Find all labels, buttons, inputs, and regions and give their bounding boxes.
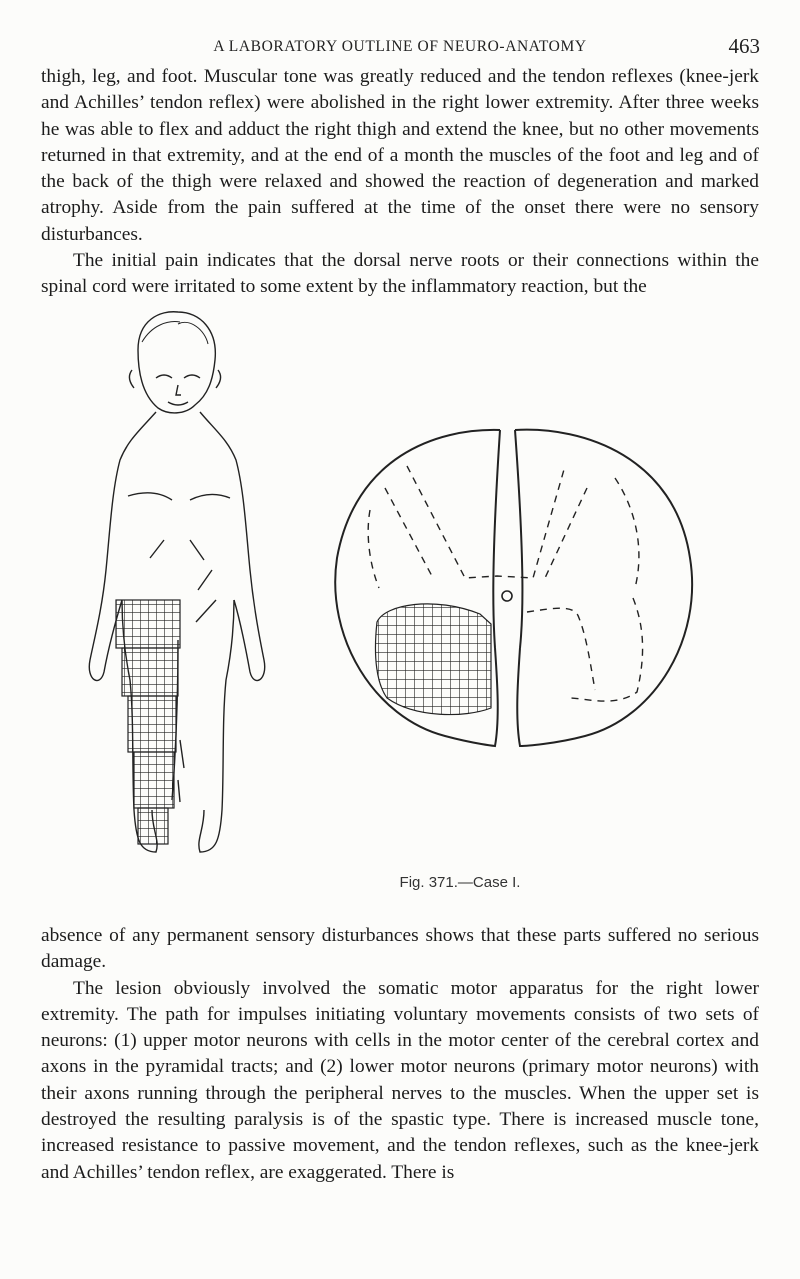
spinal-cord-section <box>315 418 715 768</box>
posterior-horns <box>368 466 639 588</box>
anesthesia-grid-right-leg <box>116 600 180 844</box>
paragraph-continued: absence of any permanent sensory disturbances shows that these parts suffered no serious damage. <box>41 925 759 973</box>
running-head <box>0 34 800 60</box>
paragraph: The lesion obviously involved the somatic motor apparatus for the right lower extremity. The path for impulses initiating voluntary movements consists of two sets of neurons: (1) upper motor neurons with cells in the motor center of the cerebral cortex and axons in the pyramidal tracts; and (2) lower motor neurons (primary motor neurons) with their axons running through the peripheral nerves to the muscles. When the upper set is destroyed the resulting paralysis is of the spastic type. There is increased muscle tone, increased resistance to passive movement, and the tendon reflexes, such as the knee-jerk and Achilles’ tendon reflex, are exaggerated. There is <box>41 977 759 1183</box>
anterior-horn-right <box>527 598 643 701</box>
page-number: 463 <box>728 34 760 58</box>
central-canal <box>502 591 512 601</box>
paragraph: The initial pain indicates that the dorsal nerve roots or their connections within the spinal cord were irritated to some extent by the inflammatory reaction, but the <box>41 250 759 298</box>
figure-371 <box>60 300 760 900</box>
head-outline <box>129 312 220 413</box>
lesion-anterior-horn-left <box>375 604 491 715</box>
figure-caption: Fig. 371.—Case I. <box>399 874 521 891</box>
body-text-bottom <box>41 923 759 1186</box>
body-diagram <box>60 300 320 880</box>
paragraph-continued: thigh, leg, and foot. Muscular tone was greatly reduced and the tendon reflexes (knee-jerk and Achilles’ tendon reflex) were abolished in the right lower extremity. After three weeks he was able to flex and adduct the right thigh and extend the knee, but no other movements returned in that extremity, and at the end of a month the muscles of the foot and leg and of the back of the thigh were relaxed and showed the reaction of degeneration and marked atrophy. Aside from the pain suffered at the time of the onset there were no sensory disturbances. <box>41 66 759 245</box>
body-text-top <box>41 64 759 301</box>
running-title: A LABORATORY OUTLINE OF NEURO-ANATOMY <box>213 38 587 55</box>
